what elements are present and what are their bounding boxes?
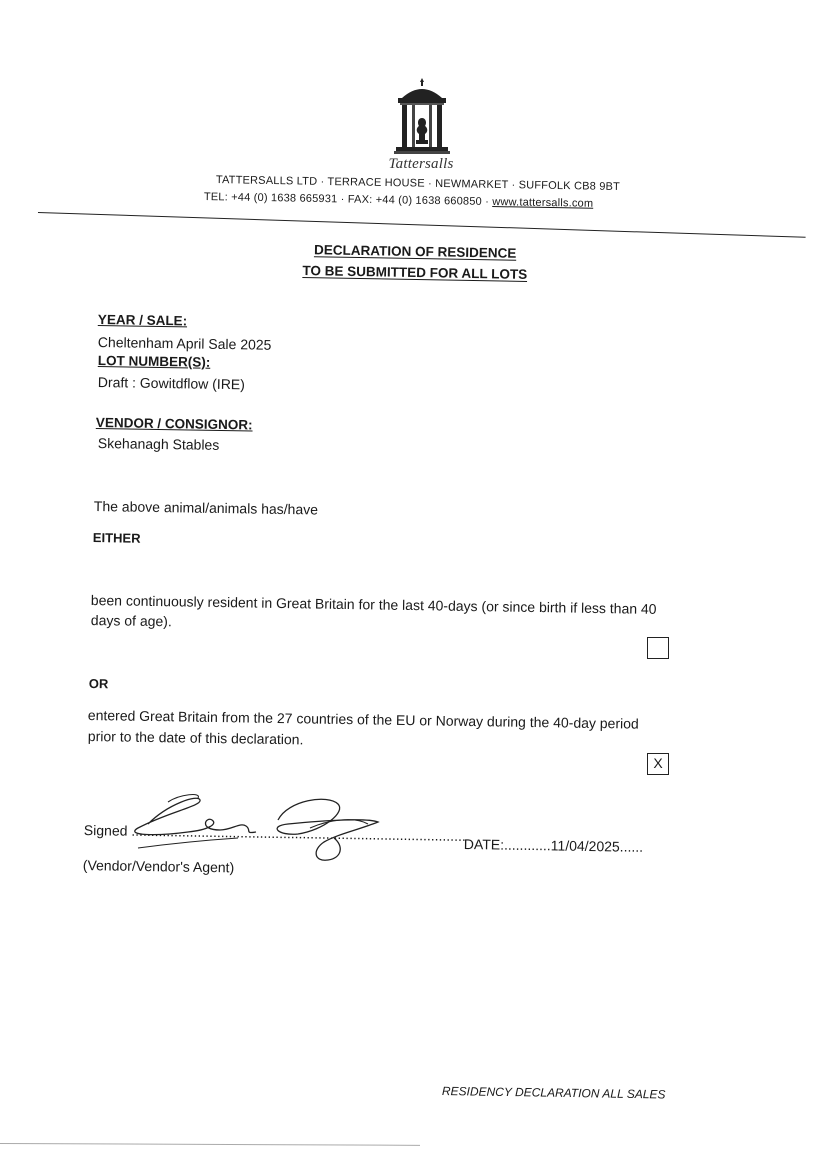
title-line-1: DECLARATION OF RESIDENCE <box>313 242 517 261</box>
signature-dotted-line: ...................................................................................... <box>131 822 466 844</box>
either-label: EITHER <box>92 530 141 546</box>
vendor-agent-label: (Vendor/Vendor's Agent) <box>82 857 235 876</box>
year-sale-label: YEAR / SALE: <box>97 312 188 329</box>
title-line-2: TO BE SUBMITTED FOR ALL LOTS <box>302 263 528 282</box>
date-line <box>464 836 643 855</box>
option1-text-line2: days of age). <box>90 612 172 630</box>
signed-label: Signed <box>83 822 132 839</box>
option2-text-line2: prior to the date of this declaration. <box>87 728 304 748</box>
footer-text: RESIDENCY DECLARATION ALL SALES <box>441 1084 666 1102</box>
option2-checkbox[interactable]: X <box>647 753 669 775</box>
or-label: OR <box>88 676 109 692</box>
phone-fax-text: TEL: +44 (0) 1638 665931 · FAX: +44 (0) 1638 660850 · <box>203 191 493 209</box>
website-link[interactable]: www.tattersalls.com <box>492 196 594 210</box>
company-contact <box>204 191 594 210</box>
option1-checkbox[interactable] <box>647 637 669 659</box>
lot-number-label: LOT NUMBER(S): <box>97 353 211 370</box>
logo-wordmark: Tattersalls <box>388 156 454 172</box>
intro-statement: The above animal/animals has/have <box>93 498 319 518</box>
option1-text-line1: been continuously resident in Great Britain for the last 40-days (or since birth if less than 40 <box>90 592 657 617</box>
date-label: DATE: <box>463 836 505 853</box>
vendor-value: Skehanagh Stables <box>97 435 220 453</box>
date-value: ............11/04/2025...... <box>503 836 644 855</box>
company-address: TATTERSALLS LTD · TERRACE HOUSE · NEWMARKET · SUFFOLK CB8 9BT <box>215 174 621 194</box>
header-divider <box>38 212 806 238</box>
option2-text-line1: entered Great Britain from the 27 countries of the EU or Norway during the 40-day period <box>87 707 639 732</box>
vendor-label: VENDOR / CONSIGNOR: <box>95 415 253 433</box>
lot-number-value: Draft : Gowitdflow (IRE) <box>97 374 246 393</box>
document-title <box>280 239 551 286</box>
bottom-edge-line <box>0 1143 420 1146</box>
tattersalls-pavilion-logo <box>392 76 452 160</box>
year-sale-value: Cheltenham April Sale 2025 <box>97 334 272 353</box>
